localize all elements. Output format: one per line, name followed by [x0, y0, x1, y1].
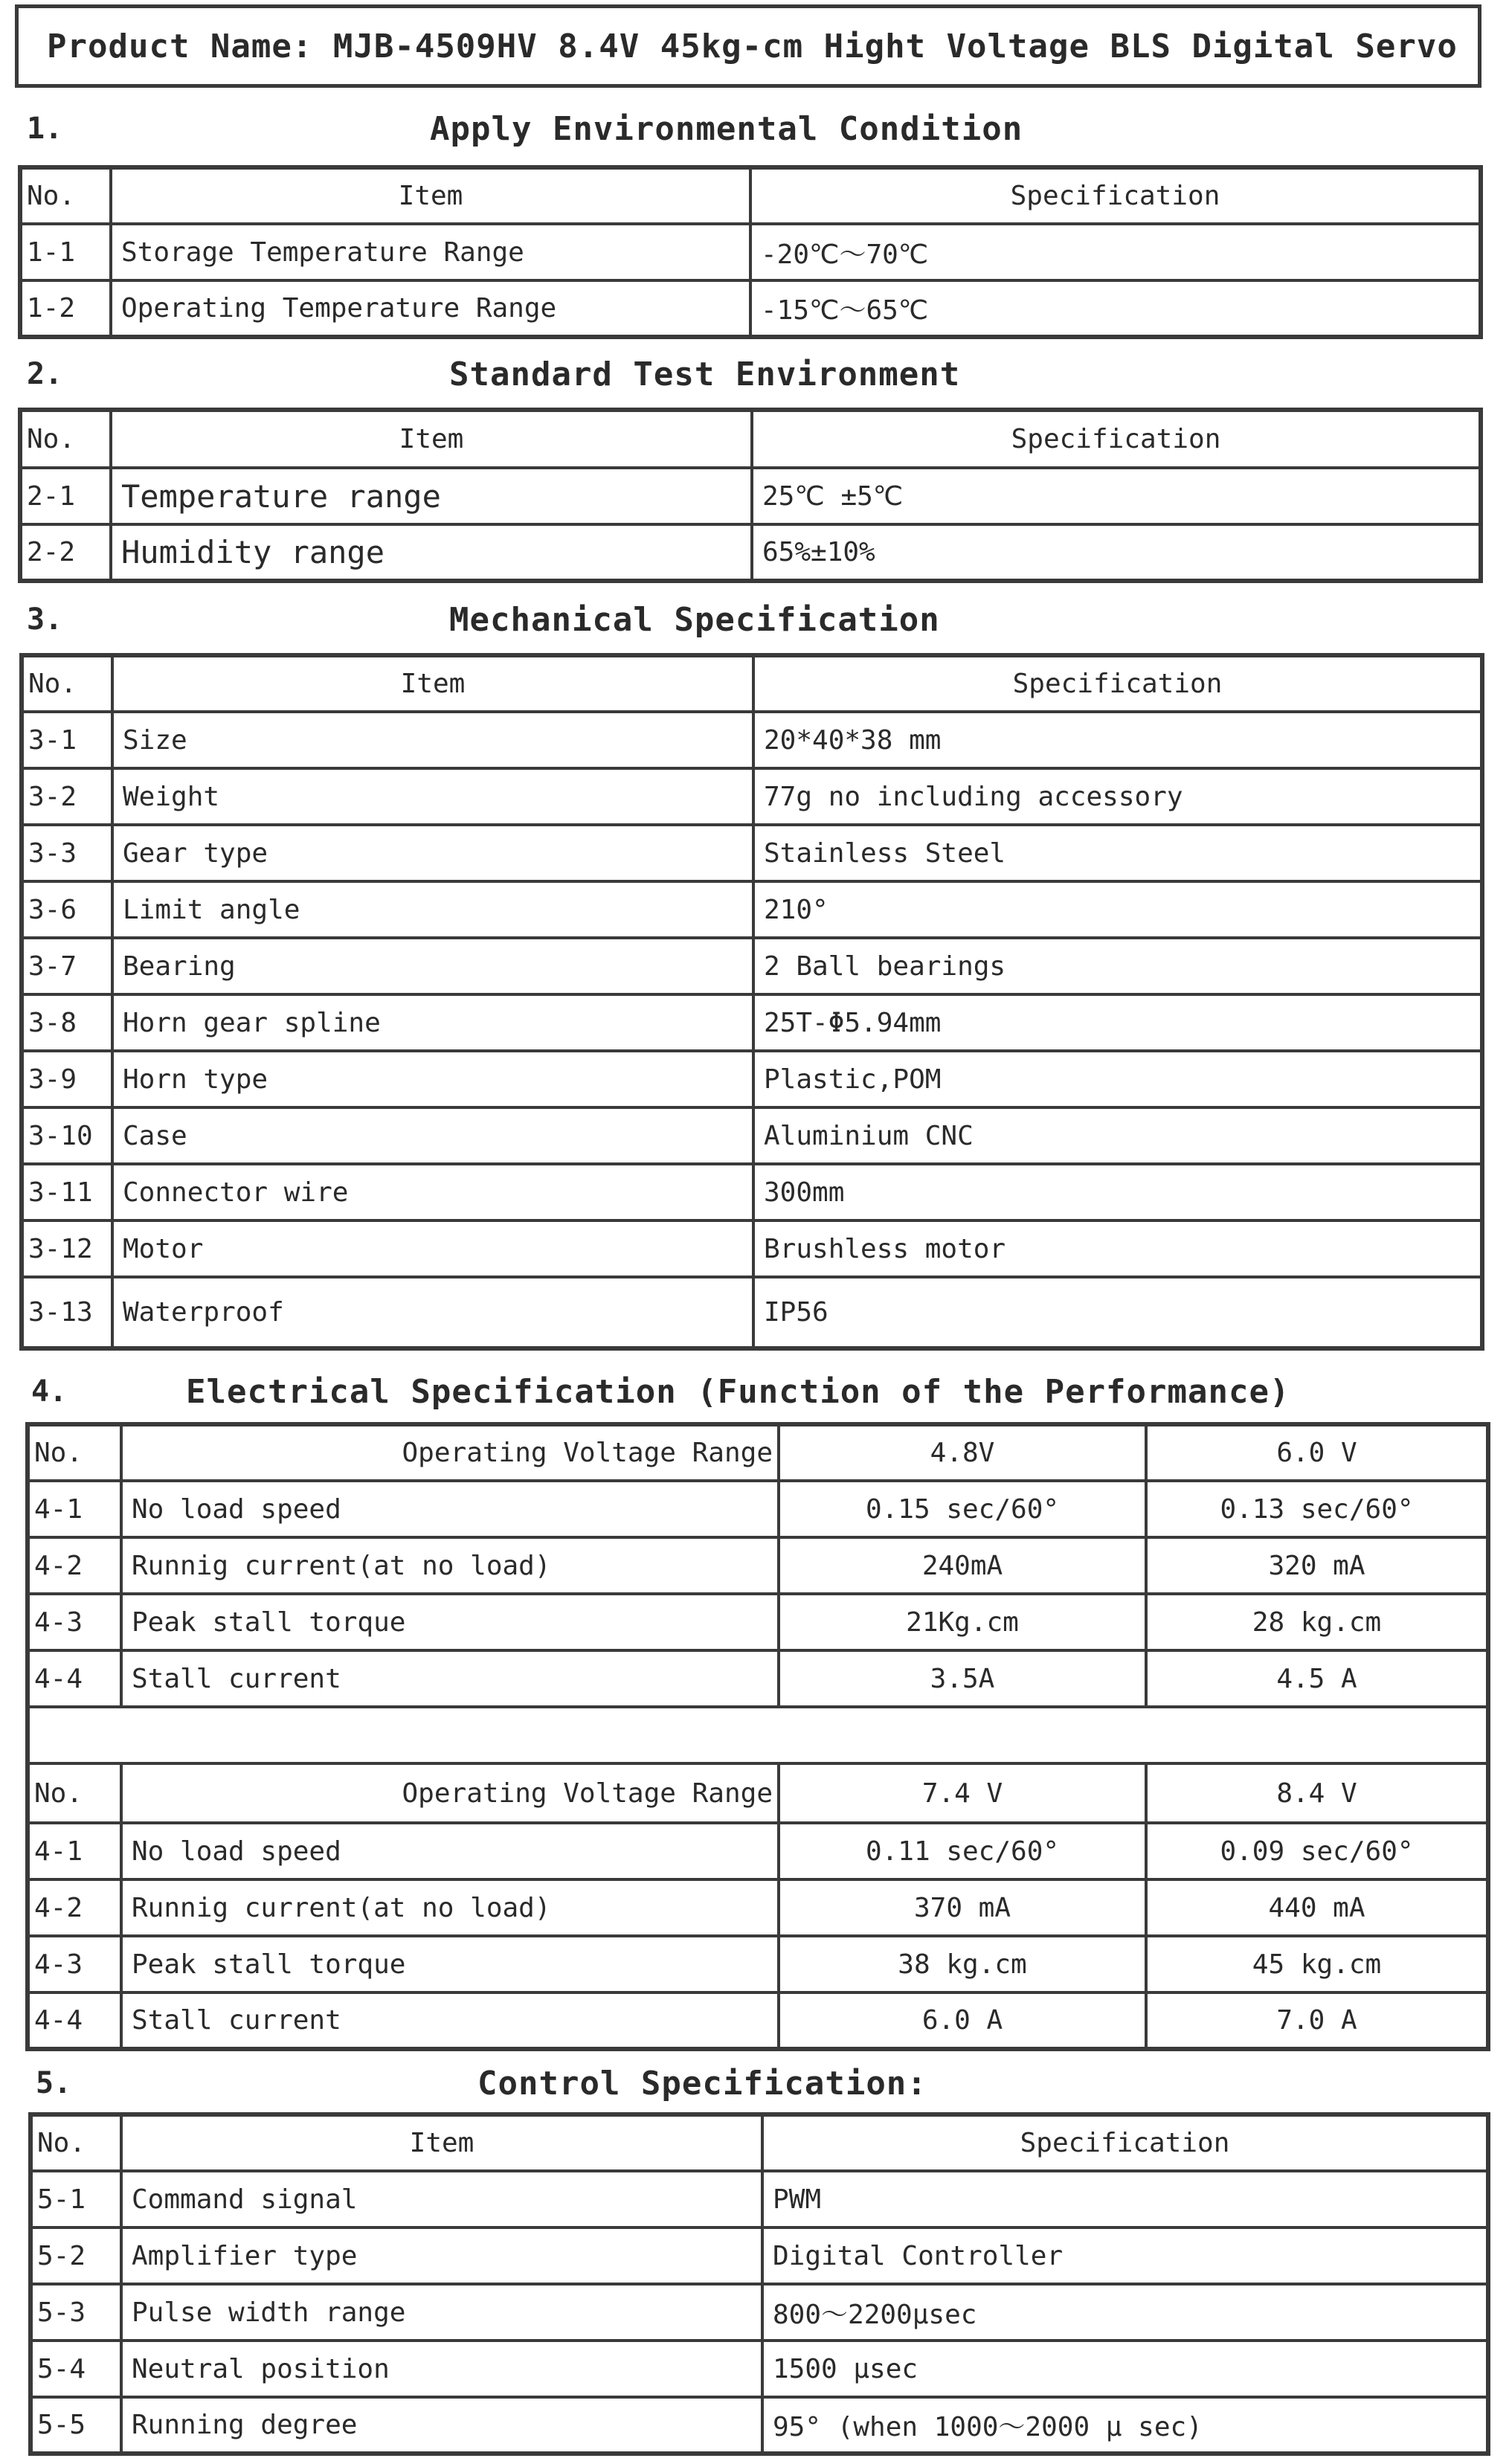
row-value: 45 kg.cm: [1146, 1936, 1488, 1992]
row-item: Gear type: [112, 825, 753, 881]
row-no: 4-4: [28, 1992, 121, 2049]
row-spec: 2 Ball bearings: [753, 938, 1482, 994]
section-1-number: 1.: [27, 112, 63, 146]
row-spec: -15℃～65℃: [750, 280, 1481, 337]
header-item: Item: [112, 655, 753, 712]
row-item: Storage Temperature Range: [111, 224, 750, 280]
row-no: 3-1: [22, 712, 112, 768]
row-value: 0.11 sec/60°: [779, 1823, 1146, 1879]
voltage-6-0: 6.0 V: [1146, 1424, 1488, 1481]
row-item: Stall current: [121, 1650, 779, 1707]
row-item: Peak stall torque: [121, 1936, 779, 1992]
row-item: Horn type: [112, 1051, 753, 1107]
table-row: [28, 1650, 1488, 1707]
row-spec: Plastic,POM: [753, 1051, 1482, 1107]
row-no: 3-11: [22, 1164, 112, 1220]
row-no: 1-1: [20, 224, 111, 280]
row-value: 0.09 sec/60°: [1146, 1823, 1488, 1879]
table-row: [22, 1107, 1482, 1164]
section-1-title: Apply Environmental Condition: [430, 110, 1023, 148]
table-row: [22, 1051, 1482, 1107]
row-no: 5-3: [30, 2284, 121, 2341]
row-spec: 800～2200μsec: [762, 2284, 1488, 2341]
section-5-table: [28, 2112, 1490, 2456]
table-row: [30, 2397, 1488, 2454]
header-spec: Specification: [750, 167, 1481, 224]
section-1-table: [18, 165, 1483, 339]
row-spec: 1500 μsec: [762, 2341, 1488, 2397]
row-item: Peak stall torque: [121, 1594, 779, 1650]
row-no: 4-1: [28, 1823, 121, 1879]
header-no: No.: [30, 2114, 121, 2171]
section-4-number: 4.: [31, 1374, 68, 1409]
row-item: Command signal: [121, 2171, 762, 2227]
table-row: [22, 938, 1482, 994]
row-no: 4-3: [28, 1936, 121, 1992]
row-no: 3-12: [22, 1220, 112, 1277]
row-no: 3-8: [22, 994, 112, 1051]
row-item: Case: [112, 1107, 753, 1164]
row-item: Humidity range: [111, 524, 752, 581]
row-value: 4.5 A: [1146, 1650, 1488, 1707]
section-5-number: 5.: [36, 2066, 72, 2100]
row-spec: 20*40*38 mm: [753, 712, 1482, 768]
row-spec: 210°: [753, 881, 1482, 938]
section-3-number: 3.: [27, 602, 63, 637]
row-item: Connector wire: [112, 1164, 753, 1220]
row-no: 3-9: [22, 1051, 112, 1107]
row-spec: 65%±10%: [752, 524, 1481, 581]
table-row: [30, 2227, 1488, 2284]
row-value: 6.0 A: [779, 1992, 1146, 2049]
row-item: Horn gear spline: [112, 994, 753, 1051]
section-2-number: 2.: [27, 357, 63, 391]
row-spec: 25℃ ±5℃: [752, 468, 1481, 524]
row-value: 7.0 A: [1146, 1992, 1488, 2049]
row-no: 3-7: [22, 938, 112, 994]
row-spec: PWM: [762, 2171, 1488, 2227]
row-item: Runnig current(at no load): [121, 1879, 779, 1936]
row-item: Running degree: [121, 2397, 762, 2454]
row-spec: IP56: [753, 1277, 1482, 1348]
row-item: Temperature range: [111, 468, 752, 524]
table-row: [20, 468, 1481, 524]
table-row: [30, 2284, 1488, 2341]
row-value: 28 kg.cm: [1146, 1594, 1488, 1650]
section-4-table: [25, 1422, 1490, 2051]
header-no: No.: [20, 167, 111, 224]
row-no: 3-3: [22, 825, 112, 881]
row-no: 4-4: [28, 1650, 121, 1707]
row-no: 5-4: [30, 2341, 121, 2397]
table-row: [28, 1936, 1488, 1992]
section-2-table: [18, 408, 1483, 583]
row-value: 3.5A: [779, 1650, 1146, 1707]
row-item: Weight: [112, 768, 753, 825]
row-item: Limit angle: [112, 881, 753, 938]
section-5-title: Control Specification:: [477, 2065, 927, 2103]
row-value: 440 mA: [1146, 1879, 1488, 1936]
table-row: [22, 881, 1482, 938]
table-row: [28, 1594, 1488, 1650]
row-spec: 95° (when 1000～2000 μ sec): [762, 2397, 1488, 2454]
table-row: [22, 994, 1482, 1051]
row-no: 4-3: [28, 1594, 121, 1650]
row-spec: -20℃～70℃: [750, 224, 1481, 280]
table-row: [30, 2171, 1488, 2227]
section-3-title: Mechanical Specification: [449, 601, 940, 639]
row-spec: 25T-Φ5.94mm: [753, 994, 1482, 1051]
row-spec: 77g no including accessory: [753, 768, 1482, 825]
header-no: No.: [22, 655, 112, 712]
row-item: Operating Temperature Range: [111, 280, 750, 337]
row-value: 320 mA: [1146, 1537, 1488, 1594]
table-row: [30, 2341, 1488, 2397]
row-no: 3-6: [22, 881, 112, 938]
row-item: Size: [112, 712, 753, 768]
table-row: [22, 1164, 1482, 1220]
product-title: Product Name: MJB-4509HV 8.4V 45kg-cm Hight Voltage BLS Digital Servo: [15, 4, 1481, 88]
header-no: No.: [28, 1763, 121, 1823]
table-row: [22, 1277, 1482, 1348]
row-item: No load speed: [121, 1823, 779, 1879]
header-voltage-range: Operating Voltage Range: [121, 1763, 779, 1823]
row-value: 0.15 sec/60°: [779, 1481, 1146, 1537]
row-spec: Aluminium CNC: [753, 1107, 1482, 1164]
row-value: 21Kg.cm: [779, 1594, 1146, 1650]
row-item: Bearing: [112, 938, 753, 994]
row-no: 4-1: [28, 1481, 121, 1537]
header-no: No.: [20, 410, 111, 468]
row-item: No load speed: [121, 1481, 779, 1537]
row-no: 3-2: [22, 768, 112, 825]
voltage-8-4: 8.4 V: [1146, 1763, 1488, 1823]
header-spec: Specification: [752, 410, 1481, 468]
table-row: [22, 712, 1482, 768]
header-item: Item: [111, 410, 752, 468]
table-row: [28, 1823, 1488, 1879]
row-item: Runnig current(at no load): [121, 1537, 779, 1594]
section-3-table: [19, 653, 1484, 1351]
table-row: [28, 1481, 1488, 1537]
row-item: Motor: [112, 1220, 753, 1277]
row-no: 4-2: [28, 1537, 121, 1594]
header-item: Item: [121, 2114, 762, 2171]
row-no: 4-2: [28, 1879, 121, 1936]
row-spec: Stainless Steel: [753, 825, 1482, 881]
row-no: 3-10: [22, 1107, 112, 1164]
row-no: 1-2: [20, 280, 111, 337]
voltage-7-4: 7.4 V: [779, 1763, 1146, 1823]
section-4-title: Electrical Specification (Function of the Performance): [186, 1373, 1290, 1411]
row-no: 5-2: [30, 2227, 121, 2284]
row-item: Amplifier type: [121, 2227, 762, 2284]
table-row: [28, 1537, 1488, 1594]
row-spec: 300mm: [753, 1164, 1482, 1220]
row-value: 0.13 sec/60°: [1146, 1481, 1488, 1537]
row-value: 240mA: [779, 1537, 1146, 1594]
row-value: 38 kg.cm: [779, 1936, 1146, 1992]
section-2-title: Standard Test Environment: [449, 356, 961, 393]
row-item: Stall current: [121, 1992, 779, 2049]
table-row: [28, 1879, 1488, 1936]
header-voltage-range: Operating Voltage Range: [121, 1424, 779, 1481]
table-row: [20, 280, 1481, 337]
row-spec: Brushless motor: [753, 1220, 1482, 1277]
spacer-row: [28, 1707, 1488, 1763]
table-row: [28, 1992, 1488, 2049]
row-no: 3-13: [22, 1277, 112, 1348]
header-no: No.: [28, 1424, 121, 1481]
row-no: 2-1: [20, 468, 111, 524]
header-spec: Specification: [753, 655, 1482, 712]
row-item: Pulse width range: [121, 2284, 762, 2341]
row-item: Waterproof: [112, 1277, 753, 1348]
row-no: 2-2: [20, 524, 111, 581]
row-item: Neutral position: [121, 2341, 762, 2397]
table-row: [20, 524, 1481, 581]
row-no: 5-5: [30, 2397, 121, 2454]
voltage-4-8: 4.8V: [779, 1424, 1146, 1481]
row-spec: Digital Controller: [762, 2227, 1488, 2284]
table-row: [20, 224, 1481, 280]
table-row: [22, 825, 1482, 881]
row-value: 370 mA: [779, 1879, 1146, 1936]
row-no: 5-1: [30, 2171, 121, 2227]
header-item: Item: [111, 167, 750, 224]
table-row: [22, 1220, 1482, 1277]
header-spec: Specification: [762, 2114, 1488, 2171]
table-row: [22, 768, 1482, 825]
